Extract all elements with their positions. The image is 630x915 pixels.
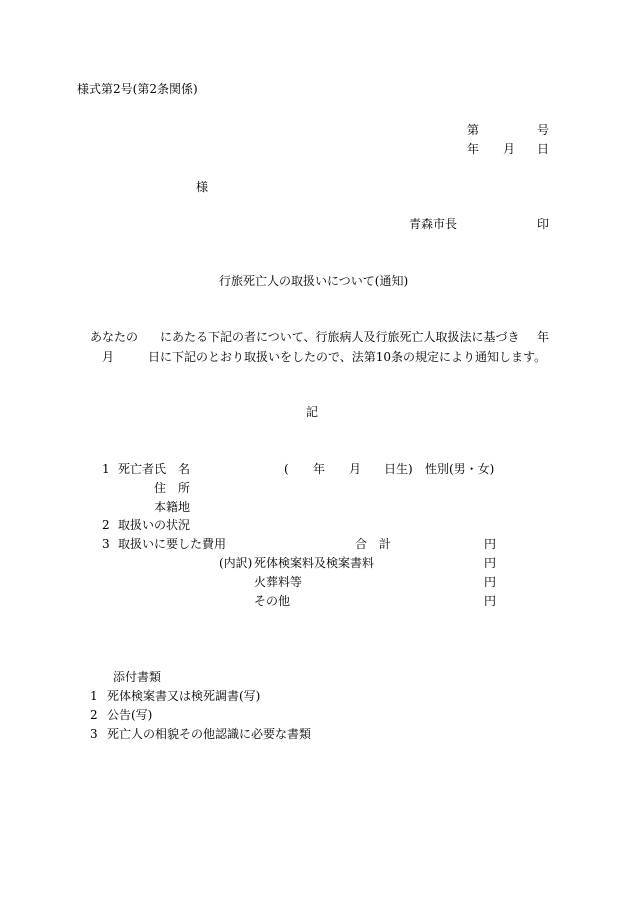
item1-paren-open: ( xyxy=(284,462,289,476)
body-line1-start: あなたの xyxy=(90,330,139,344)
item3-other-yen: 円 xyxy=(484,594,497,608)
item3-autopsy-yen: 円 xyxy=(484,556,497,570)
date-year: 年 xyxy=(467,142,480,156)
item1-name-label: 死亡者氏 名 xyxy=(118,462,191,476)
item1-gender: 性別(男・女) xyxy=(425,462,495,476)
attachment-3-text: 死亡人の相貌その他認識に必要な書類 xyxy=(107,727,312,741)
item1-address-label: 住 所 xyxy=(154,481,191,495)
body-line2-rest: 日に下記のとおり取扱いをしたので、法第10条の規定により通知します。 xyxy=(148,350,547,364)
item1-birth-month: 月 xyxy=(349,462,362,476)
attachment-3-number: 3 xyxy=(90,727,98,741)
form-label: 様式第2号(第2条関係) xyxy=(77,82,198,96)
item1-domicile-label: 本籍地 xyxy=(154,500,191,514)
addressee-suffix: 様 xyxy=(196,180,209,194)
attachment-1-number: 1 xyxy=(90,689,98,703)
item3-other-label: その他 xyxy=(254,594,291,608)
issuer-name: 青森市長 xyxy=(409,217,458,231)
ki-heading: 記 xyxy=(306,405,319,419)
date-day: 日 xyxy=(537,142,550,156)
doc-number-prefix: 第 xyxy=(467,123,480,137)
item3-label: 取扱いに要した費用 xyxy=(118,537,227,551)
body-line1-middle: にあたる下記の者について、行旅病人及行旅死亡人取扱法に基づき xyxy=(160,330,520,344)
attachment-1-text: 死体検案書又は検死調書(写) xyxy=(107,689,261,703)
item2-number: 2 xyxy=(102,518,110,532)
document-title: 行旅死亡人の取扱いについて(通知) xyxy=(219,274,409,288)
date-month: 月 xyxy=(503,142,516,156)
item1-birth-day: 日生) xyxy=(384,462,413,476)
attachment-2-number: 2 xyxy=(90,708,98,722)
item3-breakdown-prefix: (内訳) xyxy=(219,556,253,570)
item3-cremation-yen: 円 xyxy=(484,575,497,589)
item1-number: 1 xyxy=(102,462,110,476)
item3-total-label: 合 計 xyxy=(355,537,392,551)
item3-autopsy-label: 死体検案料及検案書料 xyxy=(254,556,375,570)
doc-number-suffix: 号 xyxy=(537,123,550,137)
body-line1-year: 年 xyxy=(537,330,550,344)
seal-mark: 印 xyxy=(537,217,550,231)
item3-cremation-label: 火葬料等 xyxy=(254,575,303,589)
item1-birth-year: 年 xyxy=(313,462,326,476)
attachments-heading: 添付書類 xyxy=(113,670,162,684)
item3-number: 3 xyxy=(102,537,110,551)
item2-label: 取扱いの状況 xyxy=(118,518,191,532)
body-line2-month: 月 xyxy=(102,350,115,364)
item3-total-yen: 円 xyxy=(484,537,497,551)
attachment-2-text: 公告(写) xyxy=(107,708,153,722)
